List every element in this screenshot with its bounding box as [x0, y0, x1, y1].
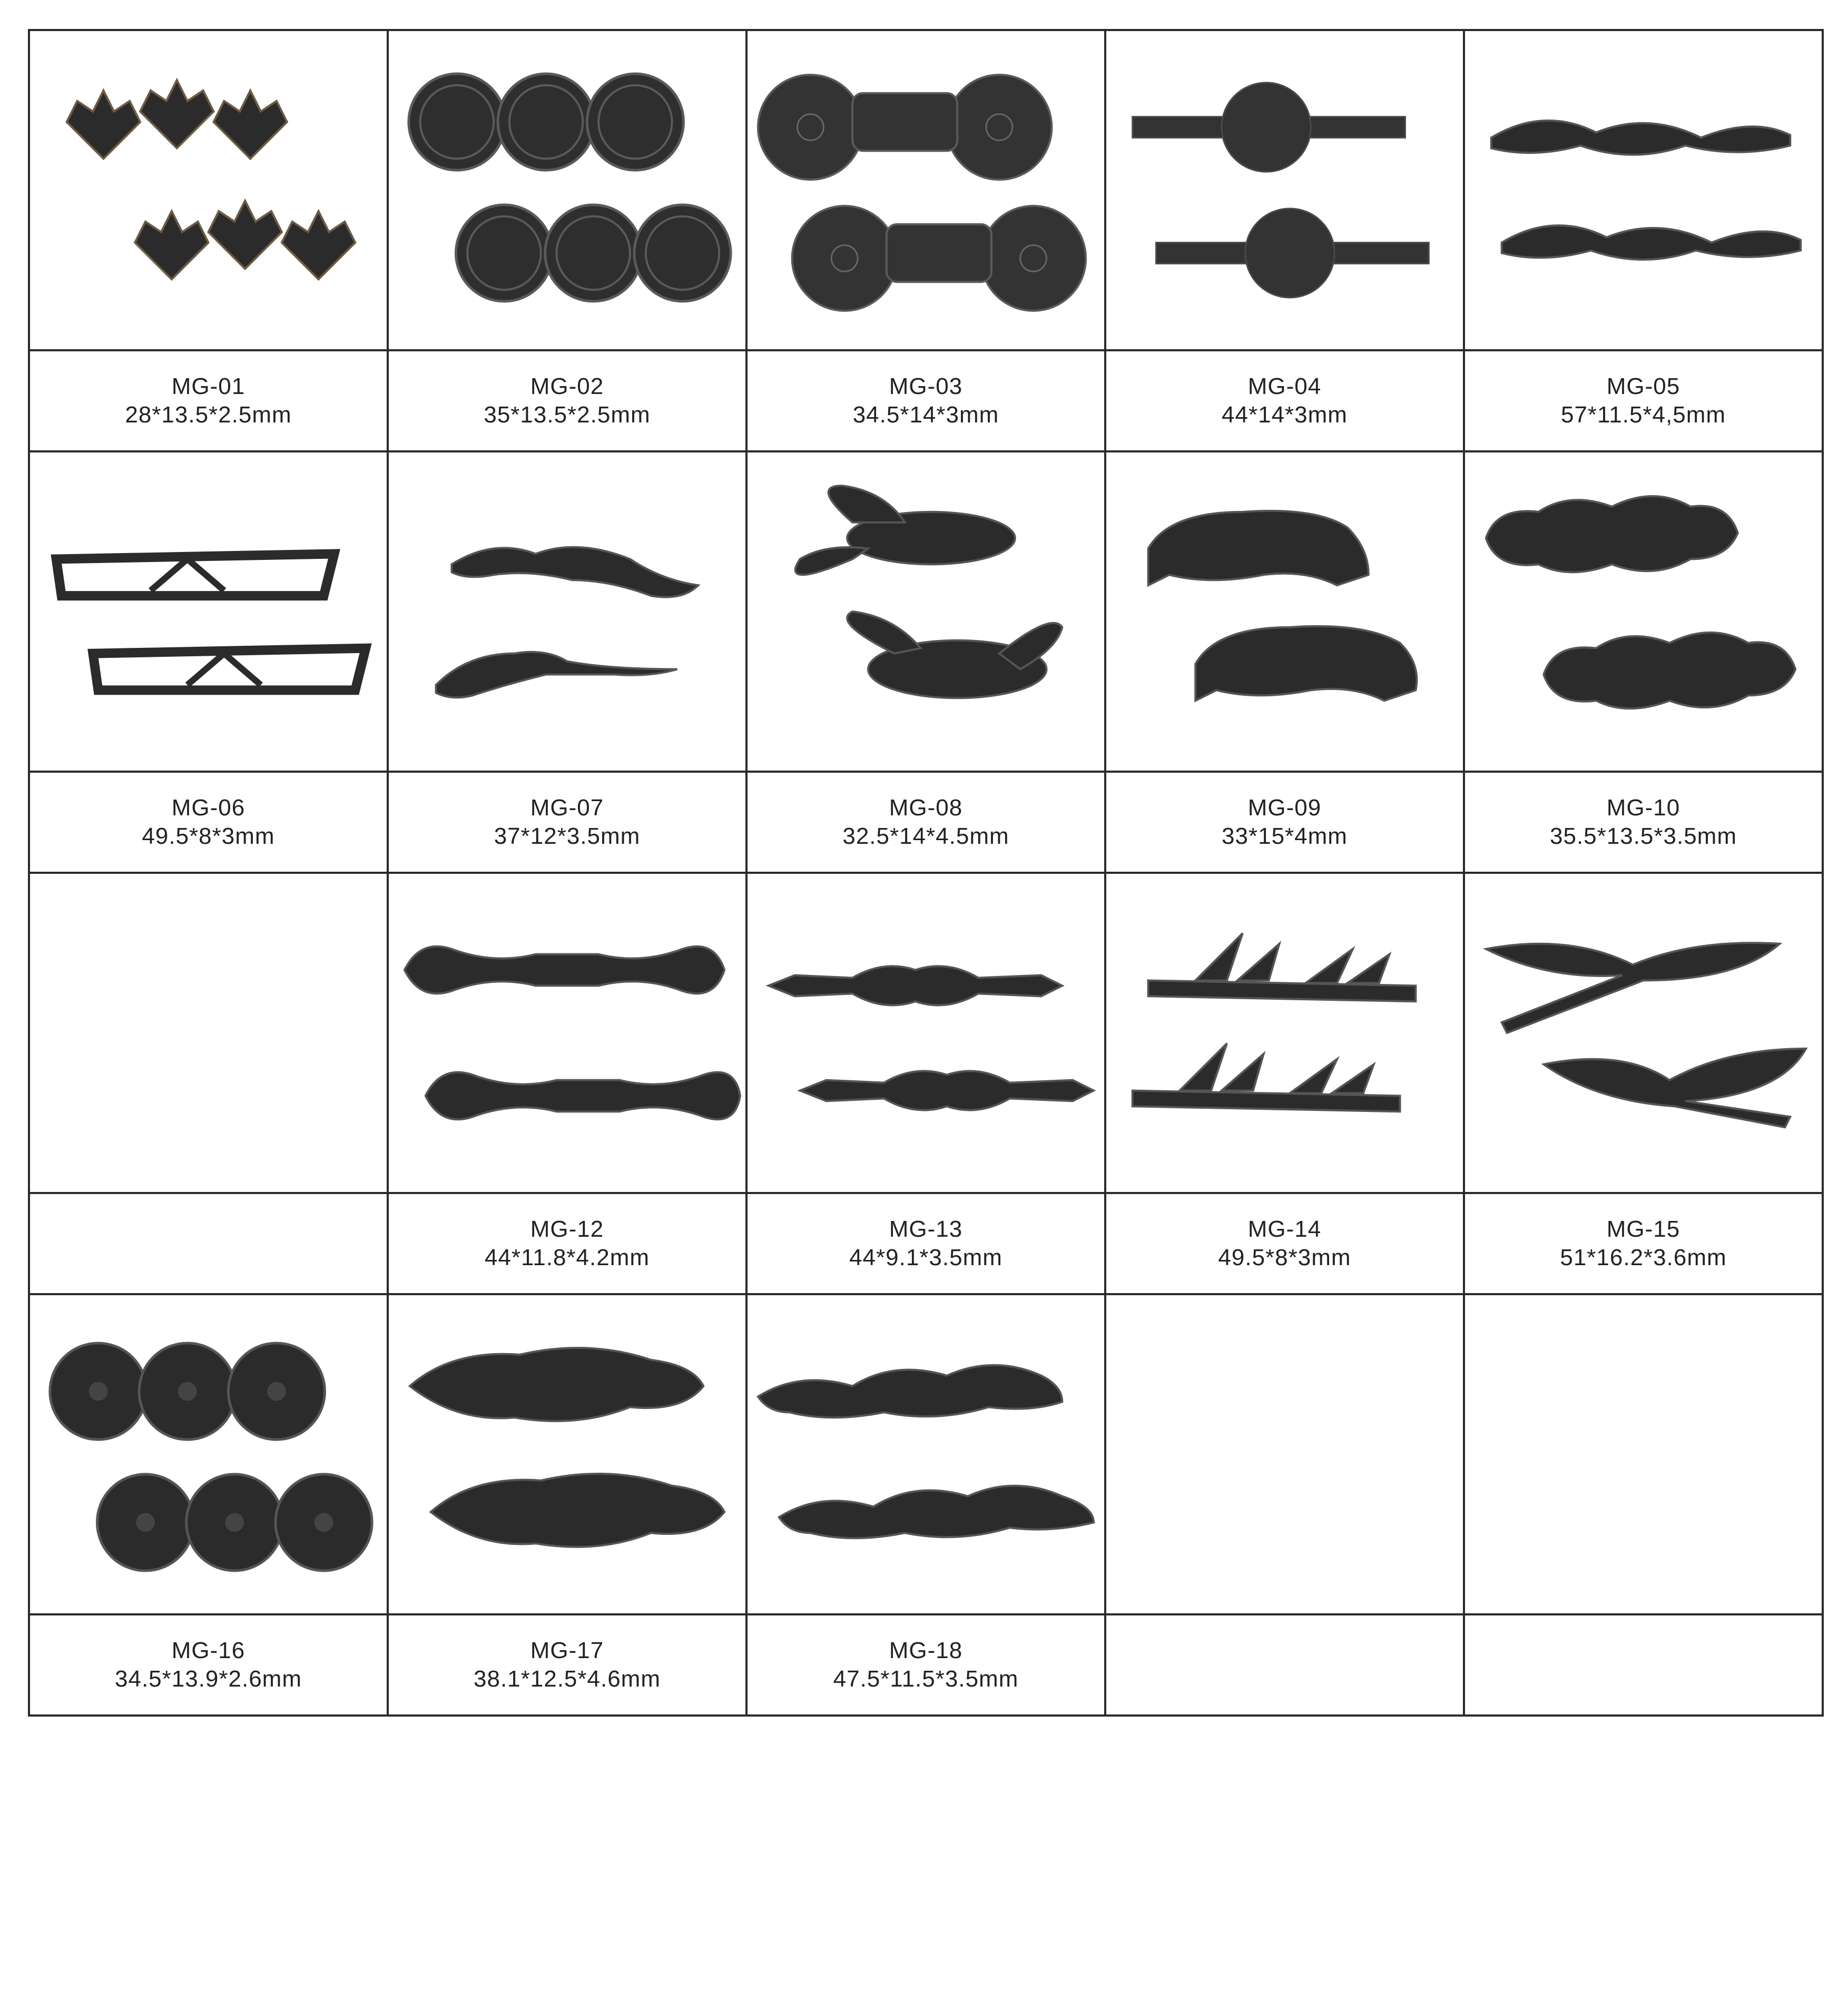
- label-row: [29, 772, 1823, 873]
- bull-icon: [1106, 452, 1463, 771]
- empty-label-cell: [1105, 1614, 1464, 1716]
- empty-image-cell: [1105, 1294, 1464, 1614]
- product-size: 49.5*8*3mm: [1218, 1245, 1351, 1270]
- product-label-cell: [1105, 350, 1464, 451]
- product-label-cell: [388, 1193, 746, 1294]
- product-code: MG-03: [889, 373, 963, 399]
- product-code: MG-16: [171, 1638, 245, 1663]
- product-code: MG-01: [171, 373, 245, 399]
- product-code: MG-04: [1247, 373, 1322, 399]
- label-row: [29, 1193, 1823, 1294]
- dragon-bar-icon: [1465, 31, 1822, 349]
- product-label-cell: [1464, 772, 1823, 873]
- empty-label-cell: [29, 1193, 388, 1294]
- product-label-cell: [1464, 350, 1823, 451]
- product-code: MG-07: [530, 795, 604, 821]
- product-code: MG-08: [889, 795, 963, 821]
- product-image-cell: [388, 30, 746, 350]
- product-label-cell: [388, 350, 746, 451]
- product-label-cell: [388, 772, 746, 873]
- paulownia-leaves-icon: [30, 31, 387, 349]
- image-row: [29, 873, 1823, 1193]
- product-image-cell: [746, 451, 1105, 772]
- product-size: 34.5*13.9*2.6mm: [115, 1666, 302, 1692]
- product-image-cell: [388, 873, 746, 1193]
- product-label-cell: [746, 1193, 1105, 1294]
- product-code: MG-17: [530, 1638, 604, 1663]
- product-code: MG-05: [1606, 373, 1680, 399]
- product-code: MG-10: [1606, 795, 1680, 821]
- product-image-cell: [29, 30, 388, 350]
- label-row: [29, 350, 1823, 451]
- cloud-dragon-icon: [1465, 452, 1822, 771]
- product-size: 34.5*14*3mm: [852, 402, 999, 428]
- product-size: 38.1*12.5*4.6mm: [474, 1666, 661, 1692]
- product-label-cell: [746, 772, 1105, 873]
- product-label-cell: [746, 350, 1105, 451]
- product-image-cell: [1464, 30, 1823, 350]
- image-row: [29, 451, 1823, 772]
- empty-image-cell: [1464, 1294, 1823, 1614]
- product-code: MG-09: [1247, 795, 1322, 821]
- product-code: MG-14: [1247, 1216, 1322, 1242]
- product-size: 44*11.8*4.2mm: [484, 1245, 650, 1270]
- dragonfly-icon: [1465, 874, 1822, 1192]
- product-label-cell: [746, 1614, 1105, 1716]
- dragon-icon: [748, 1295, 1104, 1613]
- bar-crest-icon: [1106, 31, 1463, 349]
- product-size: 37*12*3.5mm: [494, 823, 641, 849]
- product-code: MG-02: [530, 373, 604, 399]
- product-size: 28*13.5*2.5mm: [125, 402, 292, 428]
- product-label-cell: [1464, 1193, 1823, 1294]
- product-size: 35.5*13.5*3.5mm: [1550, 823, 1737, 849]
- blossom-branch-icon: [389, 1295, 745, 1613]
- product-image-cell: [1105, 30, 1464, 350]
- product-image-cell: [746, 30, 1105, 350]
- product-image-cell: [1105, 451, 1464, 772]
- sword-bar-icon: [748, 874, 1104, 1192]
- empty-label-cell: [1464, 1614, 1823, 1716]
- product-code: MG-13: [889, 1216, 963, 1242]
- product-label-cell: [29, 1614, 388, 1716]
- product-code: MG-15: [1606, 1216, 1680, 1242]
- label-row: [29, 1614, 1823, 1716]
- wave-icon: [389, 452, 745, 771]
- vajra-icon: [389, 874, 745, 1192]
- product-image-cell: [1464, 873, 1823, 1193]
- chrysanthemum-crest-icon: [748, 31, 1104, 349]
- product-image-cell: [388, 1294, 746, 1614]
- product-label-cell: [29, 350, 388, 451]
- product-image-cell: [1464, 451, 1823, 772]
- product-label-cell: [1105, 1193, 1464, 1294]
- product-size: 33*15*4mm: [1222, 823, 1348, 849]
- product-size: 44*9.1*3.5mm: [849, 1245, 1002, 1270]
- empty-image-cell: [29, 873, 388, 1193]
- flower-trio-icon: [30, 1295, 387, 1613]
- product-size: 49.5*8*3mm: [142, 823, 275, 849]
- product-catalog-table: [28, 29, 1824, 1717]
- product-size: 57*11.5*4,5mm: [1560, 402, 1726, 428]
- image-row: [29, 30, 1823, 350]
- product-code: MG-18: [889, 1638, 963, 1663]
- product-label-cell: [29, 772, 388, 873]
- product-image-cell: [746, 1294, 1105, 1614]
- product-size: 44*14*3mm: [1222, 402, 1348, 428]
- product-image-cell: [29, 451, 388, 772]
- triple-crest-icon: [389, 31, 745, 349]
- product-code: MG-12: [530, 1216, 604, 1242]
- image-row: [29, 1294, 1823, 1614]
- product-size: 35*13.5*2.5mm: [484, 402, 651, 428]
- product-image-cell: [746, 873, 1105, 1193]
- product-label-cell: [1105, 772, 1464, 873]
- product-size: 32.5*14*4.5mm: [842, 823, 1009, 849]
- fly-icon: [748, 452, 1104, 771]
- product-image-cell: [388, 451, 746, 772]
- product-image-cell: [1105, 873, 1464, 1193]
- product-code: MG-06: [171, 795, 245, 821]
- bamboo-icon: [1106, 874, 1463, 1192]
- product-size: 51*16.2*3.6mm: [1560, 1245, 1727, 1270]
- frame-bar-icon: [30, 452, 387, 771]
- product-size: 47.5*11.5*3.5mm: [833, 1666, 1019, 1692]
- product-label-cell: [388, 1614, 746, 1716]
- product-image-cell: [29, 1294, 388, 1614]
